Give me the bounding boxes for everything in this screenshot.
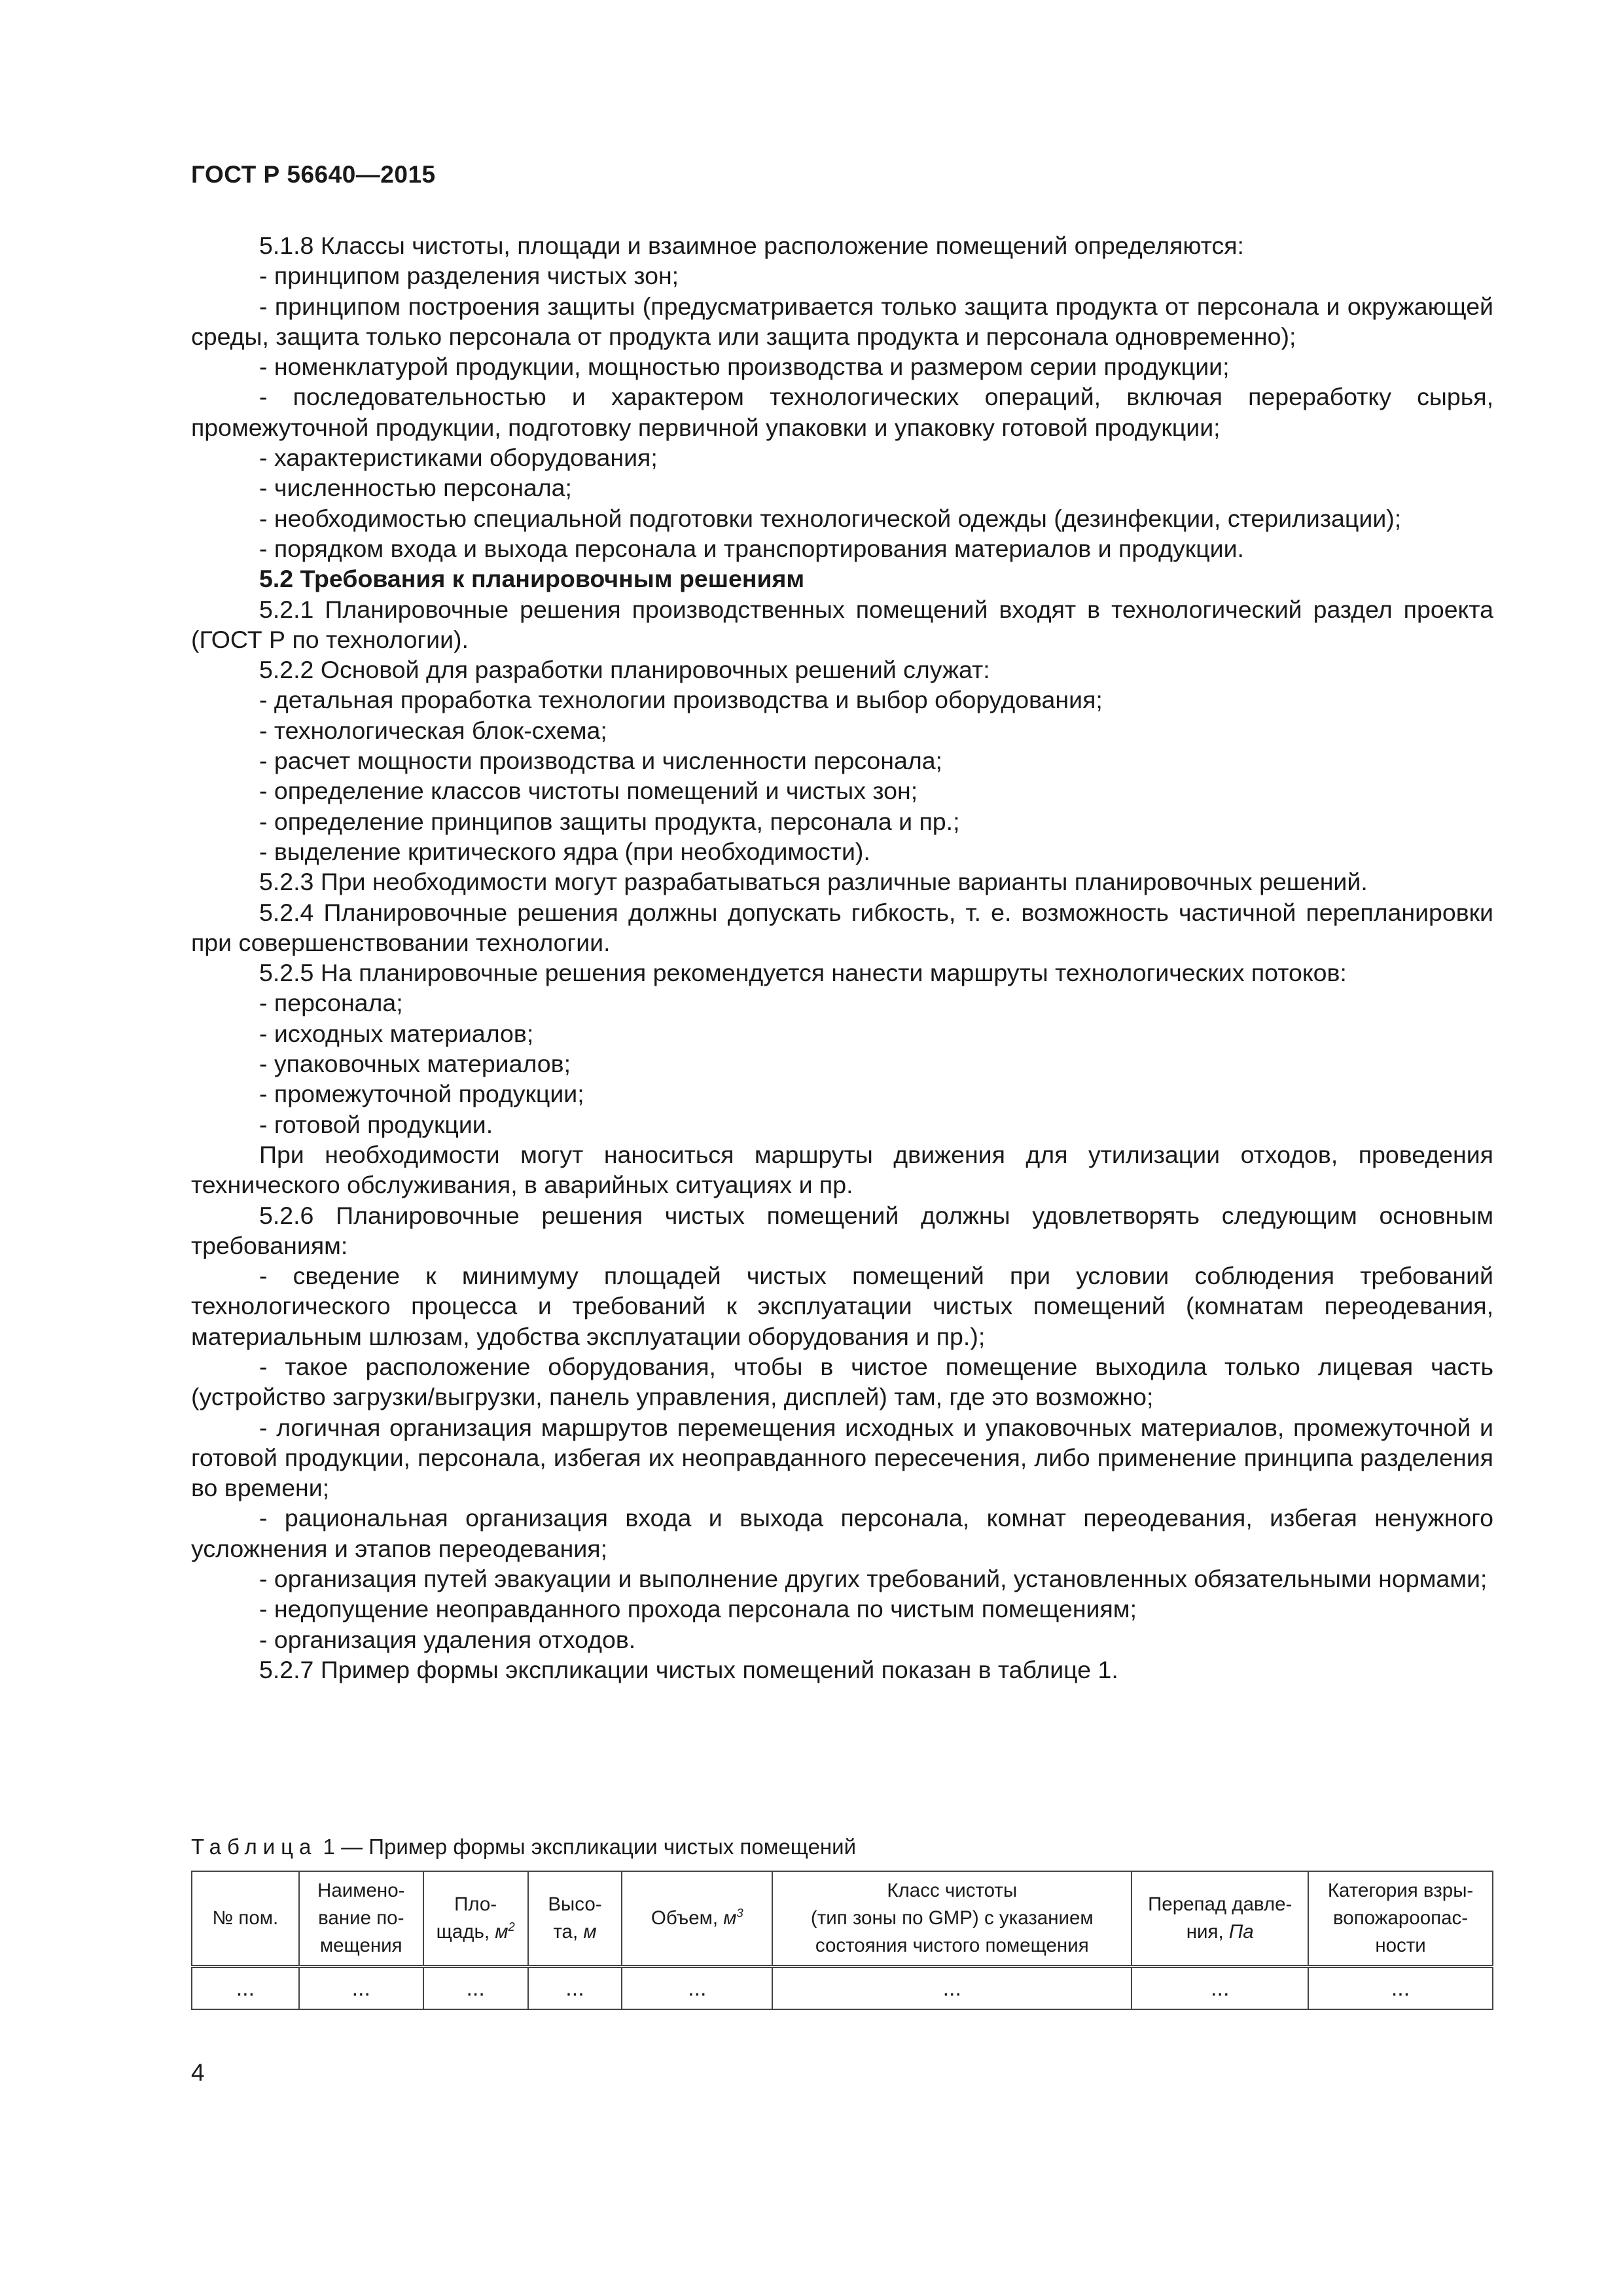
- table-cell: ...: [772, 1967, 1132, 2010]
- list-item: - исходных материалов;: [259, 1019, 534, 1047]
- paragraph: 5.2.5 На планировочные решения рекомендуется нанести маршруты технологических потоков:: [259, 959, 1347, 987]
- list-item: - характеристиками оборудования;: [259, 444, 658, 472]
- list-item: - расчет мощности производства и численности персонала;: [259, 747, 942, 775]
- col-header-height: Высо- та, м: [528, 1871, 622, 1967]
- paragraph: 5.2.7 Пример формы экспликации чистых помещений показан в таблице 1.: [259, 1655, 1118, 1683]
- table-header-row: [192, 1871, 1493, 1967]
- paragraph: 5.2.1 Планировочные решения производственных помещений входят в технологический раздел проекта (ГОСТ Р по технологии).: [191, 595, 1493, 653]
- col-header-pressure-diff: Перепад давле- ния, Па: [1132, 1871, 1308, 1967]
- list-item: - организация путей эвакуации и выполнение других требований, установленных обязательными нормами;: [259, 1565, 1488, 1593]
- paragraph: 5.1.8 Классы чистоты, площади и взаимное расположение помещений определяются:: [259, 232, 1244, 259]
- list-item: - промежуточной продукции;: [259, 1080, 584, 1108]
- col-header-cleanliness-class: Класс чистоты (тип зоны по GMP) с указанием состояния чистого помещения: [772, 1871, 1132, 1967]
- table-cell: ...: [622, 1967, 772, 2010]
- document-header: ГОСТ Р 56640—2015: [191, 161, 436, 188]
- list-item: - определение принципов защиты продукта, персонала и пр.;: [259, 807, 960, 835]
- list-item: - выделение критического ядра (при необходимости).: [259, 837, 870, 865]
- list-item: - определение классов чистоты помещений и чистых зон;: [259, 777, 918, 805]
- table-cell: ...: [192, 1967, 299, 2010]
- list-item: - сведение к минимуму площадей чистых помещений при условии соблюдения требований технологического процесса и требований к эксплуатации чистых помещений (комнатам переодевания, материальным шлюзам, удобства эксплуатации оборудования и пр.);: [191, 1262, 1493, 1350]
- paragraph: 5.2.6 Планировочные решения чистых помещений должны удовлетворять следующим основным требованиям:: [191, 1201, 1493, 1259]
- list-item: - численностью персонала;: [259, 474, 572, 502]
- table-cell: ...: [528, 1967, 622, 2010]
- col-header-room-number: № пом.: [192, 1871, 299, 1967]
- page-number: 4: [191, 2059, 205, 2086]
- table-caption-text: 1 — Пример формы экспликации чистых помещений: [317, 1835, 857, 1859]
- col-header-volume: Объем, $м^3$: [622, 1871, 772, 1967]
- list-item: - детальная проработка технологии производства и выбор оборудования;: [259, 686, 1103, 714]
- list-item: - персонала;: [259, 989, 403, 1017]
- list-item: - такое расположение оборудования, чтобы в чистое помещение выходила только лицевая часть (устройство загрузки/выгрузки, панель управления, дисплей) там, где это возможно;: [191, 1352, 1493, 1411]
- document-body: [191, 230, 1493, 1685]
- list-item: - порядком входа и выхода персонала и транспортирования материалов и продукции.: [259, 534, 1244, 562]
- col-header-fire-category: Категория взры- вопожароопас- ности: [1308, 1871, 1493, 1967]
- list-item: - готовой продукции.: [259, 1110, 493, 1138]
- table-cell: ...: [1132, 1967, 1308, 2010]
- table-cell: ...: [423, 1967, 528, 2010]
- table-caption: [191, 1835, 856, 1859]
- paragraph: 5.2.2 Основой для разработки планировочных решений служат:: [259, 656, 990, 684]
- explication-table: [191, 1871, 1493, 2010]
- paragraph: 5.2.3 При необходимости могут разрабатываться различные варианты планировочных решений.: [259, 868, 1368, 896]
- list-item: - последовательностью и характером технологических операций, включая переработку сырья, промежуточной продукции, подготовку первичной упаковки и упаковку готовой продукции;: [191, 383, 1493, 441]
- table-cell: ...: [1308, 1967, 1493, 2010]
- paragraph: При необходимости могут наноситься маршруты движения для утилизации отходов, проведения технического обслуживания, в аварийных ситуациях и пр.: [191, 1140, 1493, 1199]
- col-header-area: Пло- щадь, $м^2$: [423, 1871, 528, 1967]
- section-heading: 5.2 Требования к планировочным решениям: [259, 565, 805, 593]
- list-item: - необходимостью специальной подготовки технологической одежды (дезинфекции, стерилизации);: [259, 504, 1402, 532]
- table-row: [192, 1967, 1493, 2010]
- list-item: - рациональная организация входа и выхода персонала, комнат переодевания, избегая ненужного усложнения и этапов переодевания;: [191, 1504, 1493, 1562]
- list-item: - принципом построения защиты (предусматривается только защита продукта от персонала и окружающей среды, защита только персонала от продукта или защита продукта и персонала одновременно);: [191, 292, 1493, 350]
- list-item: - организация удаления отходов.: [259, 1625, 636, 1653]
- table-caption-label: Таблица: [191, 1835, 317, 1859]
- list-item: - недопущение неоправданного прохода персонала по чистым помещениям;: [259, 1595, 1137, 1623]
- list-item: - упаковочных материалов;: [259, 1050, 571, 1078]
- list-item: - номенклатурой продукции, мощностью производства и размером серии продукции;: [259, 353, 1230, 381]
- list-item: - логичная организация маршрутов перемещения исходных и упаковочных материалов, промежуточной и готовой продукции, персонала, избегая их неоправданного пересечения, либо применение принципа разделения во времени;: [191, 1413, 1493, 1502]
- list-item: - принципом разделения чистых зон;: [259, 262, 679, 290]
- col-header-room-name: Наимено- вание по- мещения: [299, 1871, 423, 1967]
- table-cell: ...: [299, 1967, 423, 2010]
- list-item: - технологическая блок-схема;: [259, 716, 607, 744]
- paragraph: 5.2.4 Планировочные решения должны допускать гибкость, т. е. возможность частичной перепланировки при совершенствовании технологии.: [191, 898, 1493, 956]
